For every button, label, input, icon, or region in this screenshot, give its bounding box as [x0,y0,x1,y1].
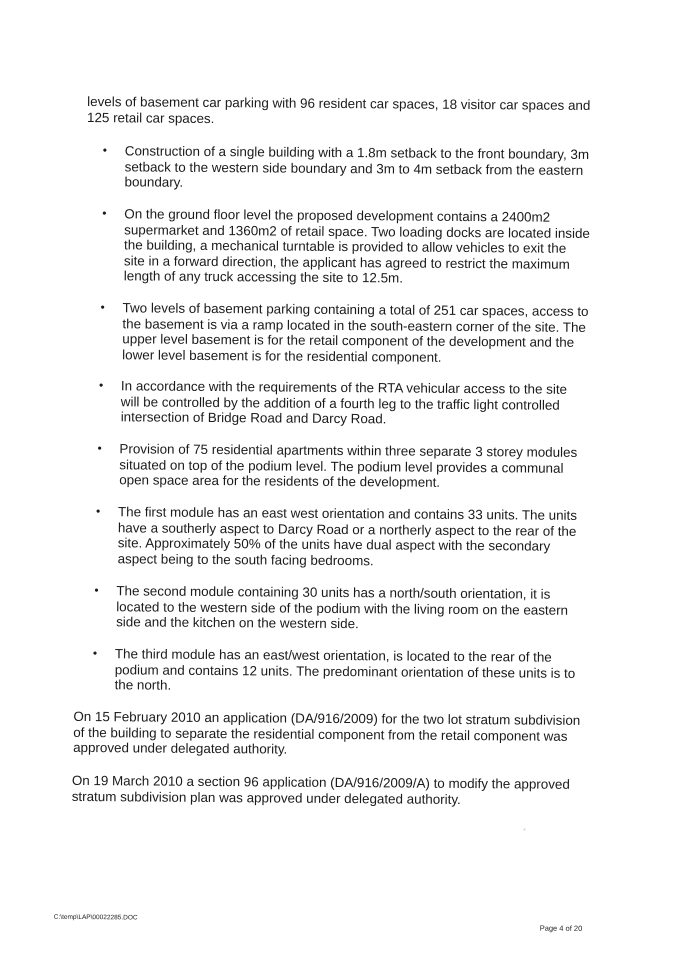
bullet-item [96,504,584,570]
scan-speck [523,828,525,830]
bullet-icon: • [102,206,107,221]
bullet-icon: • [92,646,98,661]
bullet-icon: • [100,300,105,315]
bullet-item [100,300,588,366]
bullet-item [97,441,585,492]
bullet-item [102,206,591,288]
bullet-text: In accordance with the requirements of the RTA vehicular access to the site will be controlled by the addition of a fourth leg to the traffic light controlled intersection of Bridge Road and Darcy Road. [120,378,568,427]
intro-paragraph: levels of basement car parking with 96 resident car spaces, 18 visitor car spaces and 125 retail car spaces. [87,94,591,126]
footer-page-number: Page 4 of 20 [539,923,583,933]
bullet-icon: • [102,143,108,158]
bullet-item [93,646,581,697]
bullet-icon: • [95,504,101,519]
bullet-text: The third module has an east/west orientation, is located to the rear of the podium and contains 12 units. The predominant orientation of these units is to the north. [114,646,576,693]
bullet-icon: • [94,583,99,598]
bullet-item [94,583,582,634]
body-paragraph: On 15 February 2010 an application (DA/916/2009) for the two lot stratum subdivision of the building to separate the residential component from the retail component was approved under delegated authority. [73,708,581,757]
bullet-item [99,378,587,429]
bullet-text: Construction of a single building with a 1.8m setback to the front boundary, 3m setback to the western side boundary and 3m to 4m setback from the eastern boundary. [124,143,590,190]
bullet-icon: • [97,441,102,456]
body-paragraph: On 19 March 2010 a section 96 application (DA/916/2009/A) to modify the approved stratum subdivision plan was approved under delegated authority. [71,772,570,807]
bullet-text: The first module has an east west orientation and contains 33 units. The units have a southerly aspect to Darcy Road or a northerly aspect to the rear of the site. Approximately 50% of the units have dual aspect with the secondary aspect being to the south facing bedrooms. [117,504,578,569]
bullet-text: The second module containing 30 units has a north/south orientation, it is located to the western side of the podium with the living room on the eastern side and the kitchen on the western side. [116,583,569,632]
bullet-text: On the ground floor level the proposed development contains a 2400m2 supermarket and 1360m2 of retail space. Two loading docks are located inside the building, a mechanical turntable is provided to allow vehicles to exit the site in a forward direction, the applicant has agreed to restrict the maximum length of any truck accessing the site to 12.5m. [123,206,590,286]
footer-file-path: C:\temp\LAP\00022285.DOC [53,913,138,922]
bullet-text: Provision of 75 residential apartments within three separate 3 storey modules situated on top of the podium level. The podium level provides a communal open space area for the residents of the development. [119,441,578,490]
bullet-icon: • [98,378,104,393]
bullet-text: Two levels of basement parking containing a total of 251 car spaces, access to the basement is via a ramp located in the south-eastern corner of the site. The upper level basement is for the retail component of the development and the lower level basement is for the residential component. [122,300,589,365]
bullet-item [103,143,591,194]
